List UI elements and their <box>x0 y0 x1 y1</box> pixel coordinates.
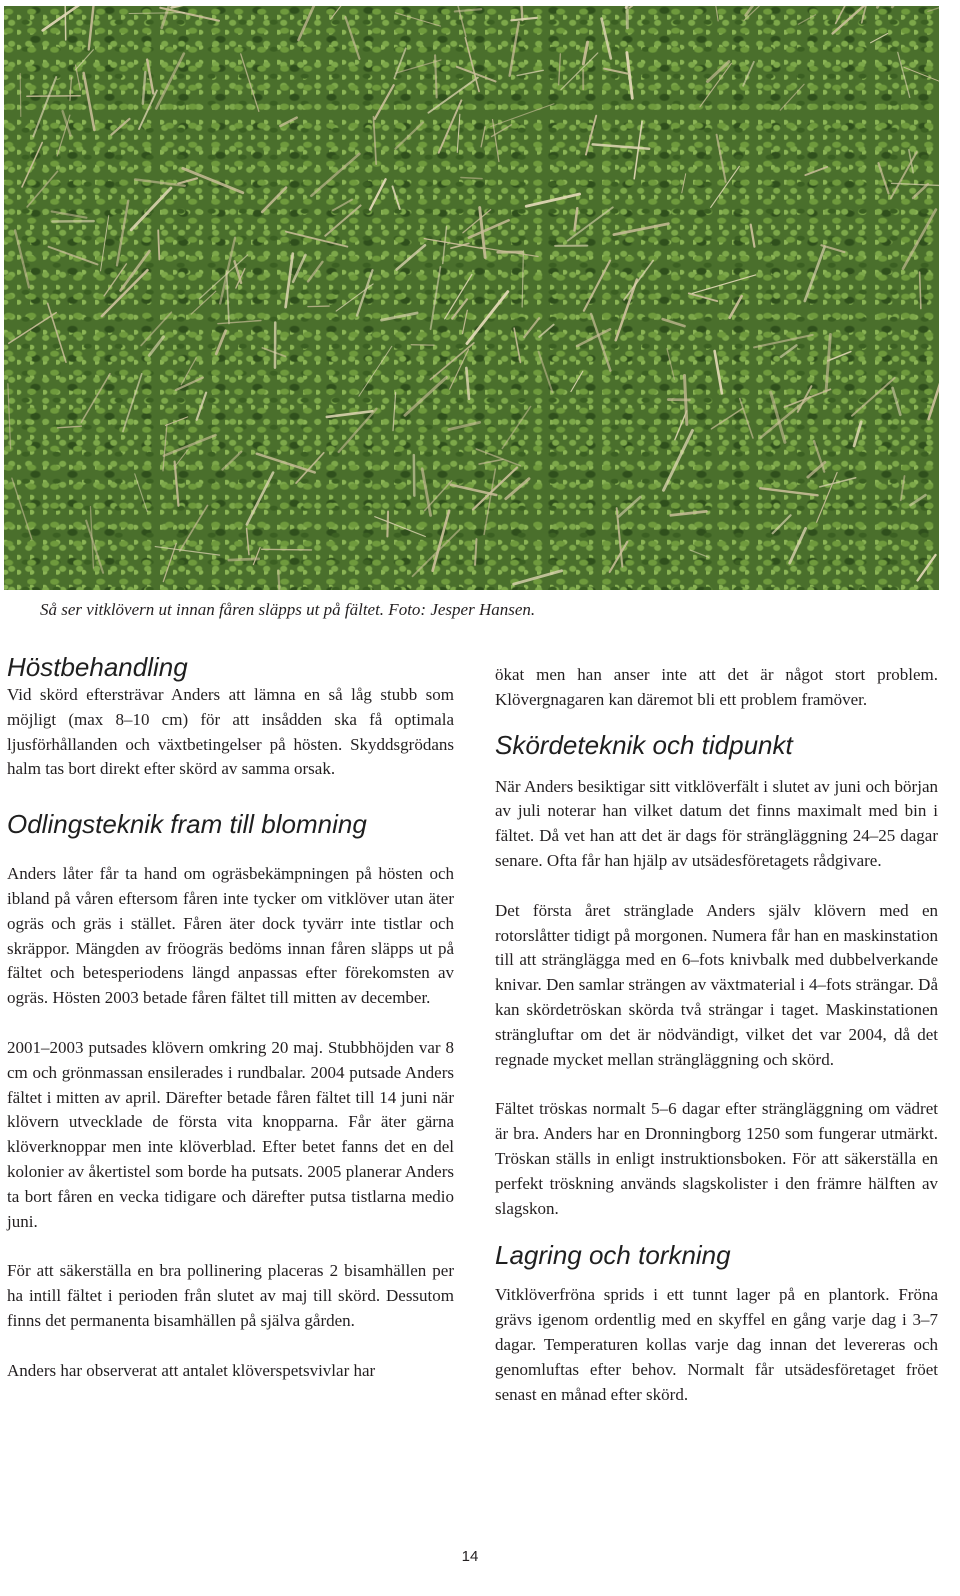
paragraph: 2001–2003 putsades klövern omkring 20 maj. Stubbhöjden var 8 cm och grönmassan ensilerades i rundbalar. 2004 putsade Anders fältet i mitten av april. Därefter betade fåren fältet till 14 juni när klövern utvecklade de första vita knopparna. Får äter gärna klöverknoppar men inte klöverblad. Efter betet fanns det en del kolonier av åkertistel som borde ha putsats. 2005 planerar Anders ta bort fåren en vecka tidigare och därefter putsa tistlarna medio juni. <box>7 1037 454 1231</box>
paragraph: Vitklöverfröna sprids i ett tunnt lager på en plantork. Fröna grävs igenom ordentlig med en skyffel en gång varje dag i 3–7 dagar. Temperaturen kollas varje dag innan det levereras och genomluftas efter behov. Normalt får utsädesföretaget fröet senast en månad efter skörd. <box>495 1285 938 1404</box>
page-number: 14 <box>461 1548 479 1565</box>
paragraph: Det första året stränglade Anders själv klövern med en rotorslåtter tidigt på morgonen. Numera får han en maskinstation till att strängläggа med en 6–fots knivbalk med dubbelverkande knivar. Den samlar strängen av växtmaterial i 4–fots strängar. Då kan skördetröskan skörda två strängar i taget. Maskinstationen strängluftar om det är nödvändigt, vilket det var 2004, då det regnade mycket mellan strängläggning och skörd. <box>495 900 938 1069</box>
paragraph: För att säkerställa en bra pollinering placeras 2 bisamhällen per ha intill fältet i perioden från slutet av maj till skörd. Dessutom finns det permanenta bisamhällen på själva gården. <box>7 1261 454 1330</box>
paragraph: Anders låter får ta hand om ogräsbekämpningen på hösten och ibland på våren eftersom fåren inte tycker om vitklöver utan äter ogräs och gräs i stället. Fåren äter dock tyvärr inte tistlar och skräppor. Mängden av fröogräs bedöms innan fåren släpps ut på fältet och betesperiodens längd anpassas efter förekomsten av ogräs. Hösten 2003 betade fåren fältet till mitten av december. <box>7 864 454 1008</box>
heading-odlingsteknik: Odlingsteknik fram till blomning <box>7 809 367 840</box>
paragraph: Vid skörd eftersträvar Anders att lämna en så låg stubb som möjligt (max 8–10 cm) för att insådden ska få optimala ljusförhållanden och växtbetingelser på hösten. Skyddsgrödans halm tas bort direkt efter skörd av samma orsak. <box>7 685 454 779</box>
heading-hostbehandling: Höstbehandling <box>7 652 188 682</box>
heading-lagring: Lagring och torkning <box>495 1240 731 1271</box>
photo-caption: Så ser vitklövern ut innan fåren släpps ut på fältet. Foto: Jesper Hansen. <box>40 600 536 619</box>
paragraph: När Anders besiktigar sitt vitklöverfält i slutet av juni och början av juli noterar han vilket datum det finns maximalt med bin i fältet. Då vet han att det är dags för strängläggning 24–25 dagar senare. Ofta får han hjälp av utsädesföretagets rådgivare. <box>495 776 938 870</box>
heading-skordeteknik: Skördeteknik och tidpunkt <box>495 729 793 760</box>
paragraph: Anders har observerat att antalet klöverspetsvivlar har <box>7 1360 376 1380</box>
clover-field-photo <box>4 6 939 590</box>
straw-stubble-overlay <box>4 6 939 590</box>
right-column <box>495 663 938 1407</box>
paragraph: ökat men han anser inte att det är något stort problem. Klövergnagaren kan däremot bli ett problem framöver. <box>495 665 938 709</box>
paragraph: Fältet tröskas normalt 5–6 dagar efter strängläggning om vädret är bra. Anders har en Dronningborg 1250 som fungerar utmärkt. Tröskan ställs in enligt instruktionsboken. För att säkerställa en perfekt tröskning används slagskolister i den främre hälften av slagskon. <box>495 1099 938 1218</box>
left-column <box>7 651 454 1384</box>
